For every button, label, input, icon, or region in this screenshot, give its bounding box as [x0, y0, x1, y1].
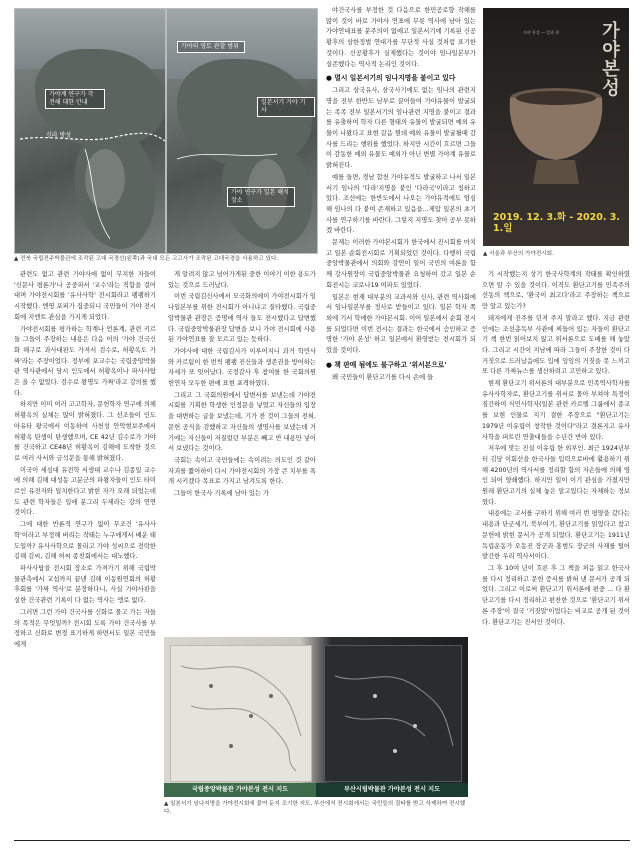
paragraph: 그리고 그 국회의원에서 답변서를 보낸는데 가야전시회를 기획한 학생한 인정문을 넣었고 자신들의 입장을 대변하는 글을 보냈는데, 기가 찬 것이 그들의 전혀, 문헌 공식을 검했하고 자신들의 생명사를 보냈는데 거기에는 자신들이 저질렀던 부분은 빼고 반 내용만 넣어서 보냈다는 것이다. — [168, 391, 316, 453]
paragraph: 국회는 속이고 국민들에는 속이려는 의도인 것 같아 자괴를 짧아하이 다시 가야전시회의 가장 큰 치부를 폭개 시키겠다 목표로 가지고 남겨도록 한다. — [168, 456, 316, 486]
poster-dates: 2019. 12. 3.화 - 2020. 3. 1.일 — [493, 212, 621, 234]
section-heading: ● 멸시 일본서기의 임나지명을 붙이고 있다 — [326, 74, 456, 83]
paragraph: 관련도 없고 관련 가야사에 없이 무지한 자들이 '신문사 평론가'나 공중파서 '교수'라는 직함을 걸어대며 가야전시회를 '유사사학' 전시회라고 팽팽하기 시작했다. 엔띵 포퍼가 집중되니 국민들이 가야 전시회에 지엔트 관심을 가지게 되었다. — [14, 271, 156, 321]
border-line-graphic — [15, 9, 165, 253]
paragraph: 그 후 10여 년이 흐른 후 그 책을 처음 읽고 한국사를 다시 정리하고 문헌 증서를 밝혀 낸 문서가 공개 되었다. 그리고 이로써 환단고기 위서론에 편중 ... 다 환단고기를 다시 정리하고 편찬한 것으로 '환단고기 위서론 주장'이 결국 '거짓말'이었다는 비교로 공개 된 것이다. 환단고기는 진서인 것이다. — [482, 564, 630, 626]
paragraph: 가야전시회를 평가하는 학계나 언론계, 관련 키르들 그들이 주장하는 내용은 다음 어의 '가야 건국신화 해구로 과사대판도 가져서 검수로, 허황옥도 가짜'라는 주장이었다. 정부에 포교수는 국립중앙박물관 역사관에서 당시 인도에서 허황옥이나 파사사탑은 올 수 없었다. 검수로 왕명도 가짜'라고 강의를 했다. — [14, 325, 156, 397]
paragraph: 그에 대한 반론적 연구가 없이 무조건 '유사사학'이라고 부정해 버리는 작태는 누구에게서 배운 태도일까? 유사사학으로 몰리고 가야 성씨으로 전락한 김해 김씨, 김해 허씨 종친회에서는 대노했다. — [14, 521, 156, 561]
paragraph: 내용에는 고서를 구하기 위해 여러 번 평양을 갔다는 내용과 단군세기, 북부여기, 환단고기를 읽었다고 참고문헌에 밝힌 문서가 공개 되었다. 환단고기는 1911년 독립운동가 오동진 장군과 홍범도 장군의 사재를 털어 발간한 우리 역사서이다. — [482, 510, 630, 561]
museum-map-panel-left — [170, 645, 312, 782]
museum-map-panel-right — [324, 645, 462, 782]
poster-caption: ▲ 서울과 부산의 가야전시회. — [483, 251, 554, 257]
paragraph: 게 알려지 않고 넘어가게된 중한 이야기 이한 용도가 있는 것으로 드러났다. — [168, 271, 316, 289]
paragraph: 일본은 현재 대부분의 교과서와 신사, 관련 역사회에서 임나일본부를 정사로 받들이고 있다. 일본 학자 쪽 외에 기서 학에한 가야본시회. 이어 일본에서 순회 전시를 되었다면 이번 전시는 결과는 한국에서 승인하고 증명한 '가야 본성' 하고 일본에서 환영받는 전시회가 되었을 것이다. — [326, 293, 476, 355]
paragraph: 저우에 맞는 진실 이유립 한 외부인. 최근 1924년부터 김당 이회선을 한국사들 입력으로바에 활용하기 위해 4200년의 역사서를 정리할 함의 자손들에 의해 영인 되어 양쇄했다. 하지만 일이 이기 관심을 가졌지만 원래 환단고기의 실체 놓은 알고있다는 자체하는 정보였다. — [482, 445, 630, 506]
paragraph: 하지만 이미 여러 고고학자, 문헌학자 연구에 의해 허황옥의 실체는 많이 밝혀졌다. 그 선조들이 인도 아유타 왕국에서 이동하여 사천성 안악현보주에서 허황옥 탄생이 탄생했으며, CE 42년 김수로가 가야를 건국하고 CE48년 허황옥이 김해에 도착한 것으로 여러 사서와 금석문을 통해 밝혀졌다. — [14, 401, 156, 462]
map-drawing-right — [325, 646, 461, 781]
exhibition-poster — [483, 8, 629, 246]
map-image-left — [14, 8, 166, 254]
paragraph: 미국이 세심대 유전학 서생대 교수나 김종일 교수에 의해 김해 대성동 고분군의 파왕자들이 인도 타미르인 유전자와 일치한다고 밝힌 자가 오래 되었는데도 관련 학자들은 입에 분그리 두세라는 강의 연연 것이다. — [14, 466, 156, 517]
map-drawing-left — [171, 646, 311, 781]
paragraph: 이번 국립김신사에서 모국화의에이 가야전시회가 임나일본부를 위한 전시회가 아니냐고 질타했다. 국립중앙박물관 관장은 증명에 역사 들도 전시했다고 답변했다. 국립중앙박물관장 답변을 보니 가야 전시회에 사용된 가야연표를 잘 모르고 있는 듯하다. — [168, 293, 316, 344]
paragraph: 가야사에 대한 국립김사가 이루어지니 과거 학민사와 카르팀이 한 번씩 팽팽 진신들과 생존권을 방어하는 자세가 또 잊어났다. 국정감사 후 참여를 한 국회의원 헌연자 모두한 편에 표현 포격하였다. — [168, 347, 316, 388]
paragraph: 그들이 한국사 기록에 남아 있는 가 — [174, 490, 270, 498]
article-column-b — [168, 270, 316, 630]
article-column-a — [14, 270, 156, 838]
poster-title: 가야본성 — [602, 21, 620, 99]
map-image-right — [166, 8, 318, 254]
map-label-right-1: 가야의 영토 관할 범위 — [177, 41, 245, 53]
paragraph: 그리고 삼국유사, 삼국사기에도 없는 임나의 관련지명을 전부 한반도 남부로 끌어들여 가야유물이 발굴되는 족족 전부 일본서기의 임나관련 지명을 붙이고 결과를 유출하여 학자 다른 형태의 유물이 발굴되면 예외 유물이 나왔다고 표현 같음 뭔데 예외 유물이 발굴될때 감사를 드리는 행위를 했었다. 하지만 시간이 흐르면 그들이 감동한 예외 유물도 예외가 아닌 변별 가야계 유물로 밝혀진다. — [326, 87, 476, 170]
map-caption: ▲ 전북 국립전주박물관에 조작된 고대 국경선(왼쪽)과 국내 모든 고고사가 조작된 고대국경을 사용하고 있다. — [14, 256, 279, 262]
map-label-right-3: 가야 연구가 일본 해석 장소 — [227, 187, 295, 207]
pottery-vessel-image — [497, 76, 615, 186]
poster-subtitle: 가야 본성 — 칼과 현 — [523, 30, 560, 35]
article-column-top — [326, 6, 476, 648]
section-heading: ● 책 판매 됨에도 불구하고 '위서본으로' — [326, 360, 447, 369]
map-label-right-2: 일본서기 가야 기사 — [257, 97, 315, 117]
paragraph: 돼지에게 진주를 던져 주지 말라고 했다. 지금 관련인에는 조선총독부 사관에 찌들어 있는 자들이 환단고기 책 한번 읽어보지 않고 위서론으로 도배를 해 놓았다. 그리고 시간이 지남에 따라 그들이 주장한 것이 다 거짓으로 드러났음에도 입에 잉잉의 거짓을 못 느끼고 또 다른 가짜뉴스를 생산하려고 고민하고 있다. — [482, 314, 630, 376]
photo-caption: ▲ 일본서기 임나지명을 가야전시회에 붙여 둔지 조기한 지도, 부산에서 전시회에서는 국민들의 질타를 받고 삭제하여 전시했다. — [164, 801, 466, 815]
paragraph: 파사사탑을 전시회 장소로 가져가기 위해 국립박물관측에서 교섭까지 끝낸 김해 이동원연회의 허황후회를 '가짜 역사'로 분장하다니, 사실 가야사판을 실한 건국관련 기록이 다 없는 역사는 앵로 없다. — [14, 564, 156, 605]
map-label-strip-left: 국립중앙박물관 가야본성 전시 지도 — [164, 783, 316, 797]
paragraph: 왜 국민들이 환단고기를 다시 손에 들 — [332, 373, 434, 381]
paragraph: 기 시작했는지 상기 한국사학계의 작태를 확인하였으면 알 수 있을 것이다. 이직도 환단고기를 민족주의 선동의 책으로, '환국이 최고다'라고 주장하는 책으로만 알고 있는가? — [482, 271, 630, 311]
map-label-left-2: 신라 방성 — [46, 132, 72, 139]
paragraph: 야건국사를 부정한 것 다음으로 한민공로향 작해를 많이 것이 바로 가야사 연표에 무릇 역사에 남아 있는 가야연대표를 분주의이 없애고 일본서기에 기록된 신공황후의 삼한정벌 연대가를 무단적 사실 것처럼 표기한 것이다. 신공황후가 실제했다는 것이야 임나일본부가 실존했다는 역사적 논리인 것이다. — [326, 7, 476, 68]
exhibition-map-photo — [164, 637, 468, 797]
paragraph: 현재 환단고기 위서론의 대부분으로 민족역사학자를 유사사학자로, 환단고기를 위서로 몰아 부쳐야 특정이 짐간하여 식민사학자(일본 관련 카르텔 그룹에서 종교를 보현 인물로 지기 결한 주장으로 "환단고기는 1979년 이유립이 창작한 것이다"라고 결론지고 유사사학을 퍼트린 연출대들을 수년간 반아 있다. — [482, 380, 630, 441]
map-label-left-1: 가야계 연구가 각 견해 대한 안내 — [45, 89, 105, 109]
article-column-c — [482, 270, 630, 838]
paragraph: 그러면 그런 가야 건국사를 신화로 몰고 가는 자들의 목적은 무엇일까? 전시회 도록 가야 건국사를 부정하고 신화로 변경 표기하게 하면서도 일본 국민들에게 — [14, 608, 156, 648]
paragraph: 문제는 이러한 가야본시회가 한국에서 진시회를 마치고 일본 순회전시회로 기획되었던 것이다. 다행히 국립중앙박물관에서 의회와 강연이 일어 국민의 여론을 함께 강사원장이 국립중앙박물관 요청하여 갔고 일본 순회전시는 코로나19 여파도 있었다. — [326, 239, 476, 289]
map-label-strip-right: 부산시립박물관 가야본성 전시 지도 — [316, 783, 468, 797]
paragraph: 예를 들면, 경남 합천 가야유적도 발굴하고 나서 일본서기 임나의 '다라'지명을 붙인 '다라국'이라고 칭하고 있다. 조선에는 한반도에서 나오는 가야유적에도 엄심해 임나의 다 붙여 존재하고 있음을...제압 일본의 초기사를 연구하기를 바란다. 그렇지 지명도 찾아 공부 못하겠 바란다. — [326, 173, 476, 235]
bottom-rule — [14, 840, 630, 841]
